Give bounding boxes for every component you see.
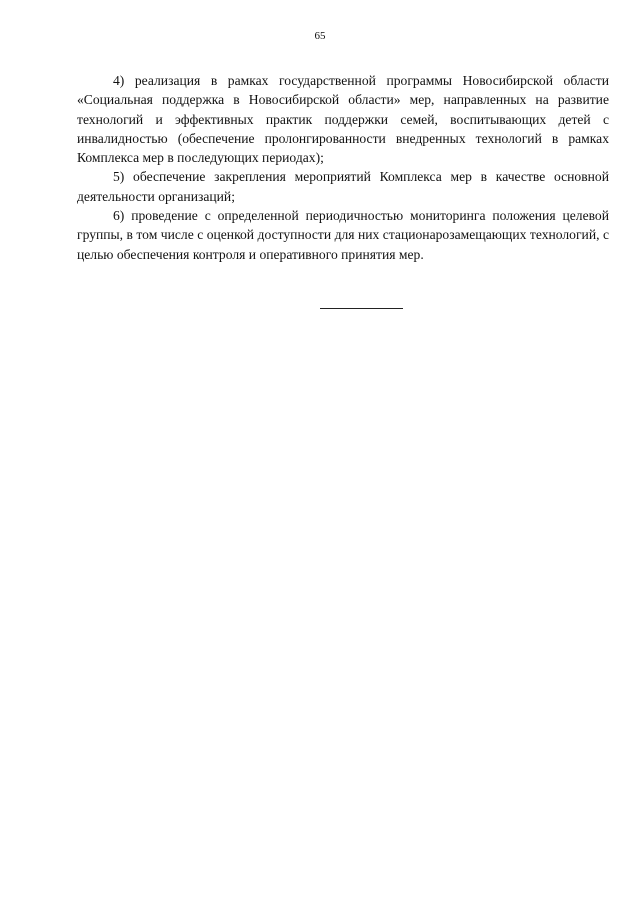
page-number: 65 (314, 30, 326, 42)
document-body (77, 71, 609, 264)
end-separator-line (320, 308, 403, 309)
paragraph-item-4: 4) реализация в рамках государственной программы Новосибирской области «Социальная поддержка в Новосибирской области» мер, направленных на развитие технологий и эффективных практик поддержки семей, воспитывающих детей с инвалидностью (обеспечение пролонгированности внедренных технологий в рамках Комплекса мер в последующих периодах); (77, 73, 609, 166)
paragraph-item-5: 5) обеспечение закрепления мероприятий Комплекса мер в качестве основной деятельности организаций; (77, 169, 609, 204)
paragraph-item-6: 6) проведение с определенной периодичностью мониторинга положения целевой группы, в том числе с оценкой доступности для них стационарозамещающих технологий, с целью обеспечения контроля и оперативного принятия мер. (77, 208, 609, 262)
